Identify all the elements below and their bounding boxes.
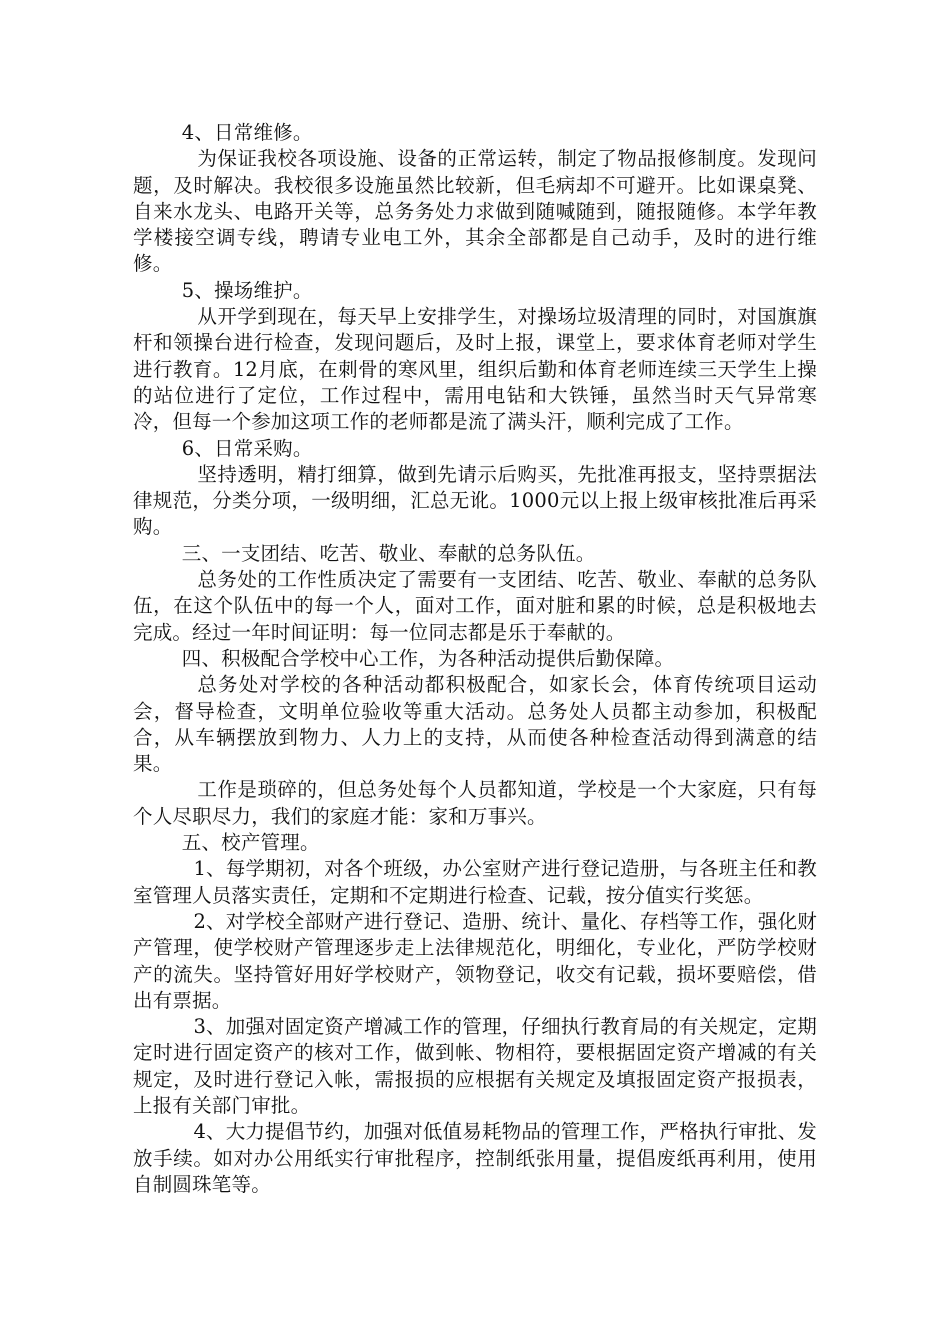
section-heading-daily-maintenance: 4、日常维修。	[181, 121, 313, 144]
paragraph-purchasing-rules: 坚持透明，精打细算，做到先请示后购买，先批准再报支，坚持票据法律规范，分类分项，一级明细，汇总无讹。1000元以上报上级审核批准后再采购。	[133, 462, 817, 539]
section-heading-daily-purchasing: 6、日常采购。	[181, 436, 313, 460]
list-item-property-records: 2、对学校全部财产进行登记、造册、统计、量化、存档等工作，强化财产管理，使学校财产管理逐步走上法律规范化，明细化，专业化，严防学校财产的流失。坚持管好用好学校财产，领物登记，收交有记载，损坏要赔偿，借出有票据。	[133, 909, 817, 1012]
document-page	[133, 120, 817, 1198]
list-item-property-registration: 1、每学期初，对各个班级，办公室财产进行登记造册，与各班主任和教室管理人员落实责任，定期和不定期进行检查、记载，按分值实行奖惩。	[133, 857, 817, 907]
paragraph-activity-support: 总务处对学校的各种活动都积极配合，如家长会，体育传统项目运动会，督导检查，文明单位验收等重大活动。总务处人员都主动参加，积极配合，从车辆摆放到物力、人力上的支持，从而使各种检查活动得到满意的结果。	[133, 673, 817, 776]
section-heading-team: 三、一支团结、吃苦、敬业、奉献的总务队伍。	[181, 541, 596, 565]
section-heading-logistics-support: 四、积极配合学校中心工作，为各种活动提供后勤保障。	[181, 646, 675, 670]
list-item-fixed-assets: 3、加强对固定资产增减工作的管理，仔细执行教育局的有关规定，定期定时进行固定资产的核对工作，做到帐、物相符，要根据固定资产增减的有关规定，及时进行登记入帐，需报损的应根据有关规定及填报固定资产报损表，上报有关部门审批。	[133, 1015, 817, 1117]
paragraph-team-spirit: 总务处的工作性质决定了需要有一支团结、吃苦、敬业、奉献的总务队伍，在这个队伍中的每一个人，面对工作，面对脏和累的时候，总是积极地去完成。经过一年时间证明：每一位同志都是乐于奉献的。	[133, 568, 817, 644]
paragraph-work-attitude: 工作是琐碎的，但总务处每个人员都知道，学校是一个大家庭，只有每个人尽职尽力，我们的家庭才能：家和万事兴。	[133, 778, 817, 828]
section-heading-playground-maintenance: 5、操场维护。	[181, 278, 313, 302]
paragraph-playground-work: 从开学到现在，每天早上安排学生，对操场垃圾清理的同时，对国旗旗杆和领操台进行检查，发现问题后，及时上报，课堂上，要求体育老师对学生进行教育。12月底，在刺骨的寒风里，组织后勤和体育老师连续三天学生上操的站位进行了定位，工作过程中，需用电钻和大铁锤，虽然当时天气异常寒冷，但每一个参加这项工作的老师都是流了满头汗，顺利完成了工作。	[133, 305, 817, 434]
section-heading-property-management: 五、校产管理。	[181, 831, 320, 855]
list-item-economy: 4、大力提倡节约，加强对低值易耗物品的管理工作，严格执行审批、发放手续。如对办公用纸实行审批程序，控制纸张用量，提倡废纸再利用，使用自制圆珠笔等。	[133, 1120, 817, 1196]
paragraph-repair-system: 为保证我校各项设施、设备的正常运转，制定了物品报修制度。发现问题，及时解决。我校很多设施虽然比较新，但毛病却不可避开。比如课桌凳、自来水龙头、电路开关等，总务务处力求做到随喊随到，随报随修。本学年教学楼接空调专线，聘请专业电工外，其余全部都是自己动手，及时的进行维修。	[133, 147, 817, 276]
